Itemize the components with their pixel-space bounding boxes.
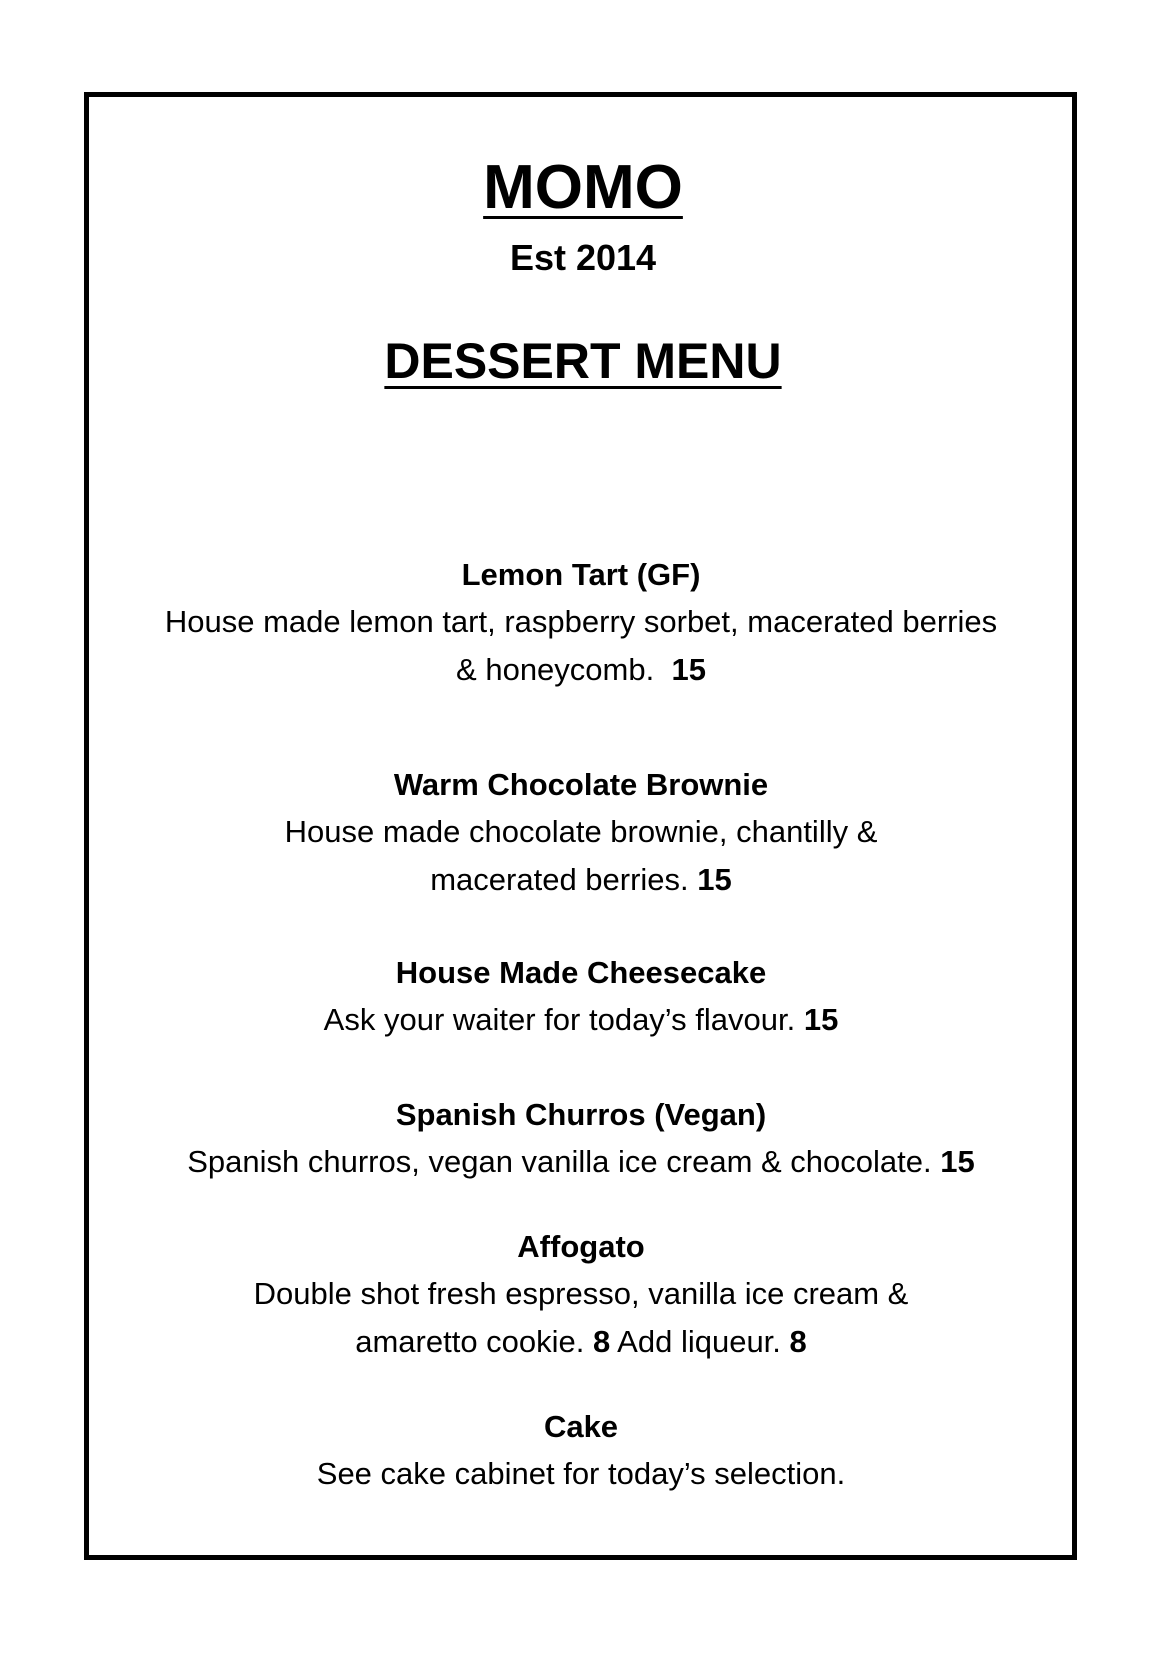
- item-description-line: [90, 1318, 1072, 1366]
- menu-item-affogato: [90, 1224, 1072, 1366]
- item-description-text: amaretto cookie.: [355, 1324, 585, 1359]
- item-price: 15: [697, 862, 732, 897]
- established-year: Est 2014: [509, 237, 657, 278]
- item-description-text: Spanish churros, vegan vanilla ice cream & chocolate.: [187, 1144, 932, 1179]
- menu-item-house-made-cheesecake: [90, 950, 1072, 1044]
- item-name: Lemon Tart (GF): [461, 557, 701, 592]
- item-price: 15: [803, 1002, 839, 1037]
- item-description-line: House made chocolate brownie, chantilly &: [284, 814, 878, 849]
- item-description-text: macerated berries.: [430, 862, 689, 897]
- menu-item-cake: [90, 1404, 1072, 1498]
- item-price: 8: [593, 1324, 611, 1359]
- item-extra-text: Add liqueur.: [617, 1324, 781, 1359]
- item-price: 15: [671, 652, 706, 687]
- brand-name: [0, 150, 1166, 226]
- item-name: Affogato: [517, 1229, 645, 1264]
- item-name: Spanish Churros (Vegan): [395, 1097, 767, 1132]
- item-description-text: & honeycomb.: [456, 652, 655, 687]
- menu-item-lemon-tart: [90, 552, 1072, 694]
- item-name: Cake: [543, 1409, 619, 1444]
- item-description-line: See cake cabinet for today’s selection.: [316, 1456, 846, 1491]
- item-price: 15: [940, 1144, 975, 1179]
- item-description-line: [90, 996, 1072, 1044]
- menu-item-spanish-churros: [90, 1092, 1072, 1186]
- menu-title: [0, 330, 1166, 392]
- menu-item-warm-chocolate-brownie: [90, 762, 1072, 904]
- item-extra-price: 8: [789, 1324, 807, 1359]
- item-name: Warm Chocolate Brownie: [393, 767, 769, 802]
- item-name: House Made Cheesecake: [395, 955, 767, 990]
- item-description-line: [90, 1138, 1072, 1186]
- item-description-text: Ask your waiter for today’s flavour.: [323, 1002, 796, 1037]
- brand-name-text: MOMO: [483, 153, 683, 222]
- item-description-line: [90, 646, 1072, 694]
- item-description-line: Double shot fresh espresso, vanilla ice cream &: [253, 1276, 909, 1311]
- item-description-line: [90, 856, 1072, 904]
- item-description-line: House made lemon tart, raspberry sorbet, macerated berries: [164, 604, 998, 639]
- menu-title-text: DESSERT MENU: [384, 333, 782, 389]
